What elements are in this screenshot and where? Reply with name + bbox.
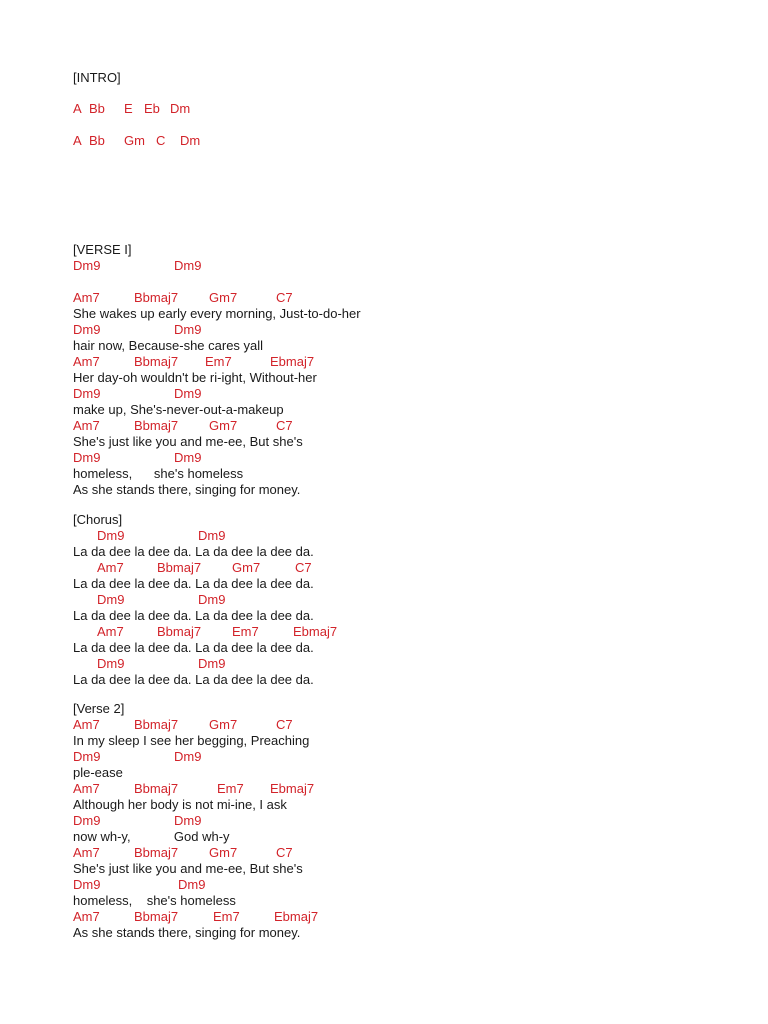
chord-symbol: Dm9 — [73, 450, 101, 465]
chord-symbol: Am7 — [73, 781, 100, 796]
chord-symbol: Em7 — [217, 781, 244, 796]
chord-symbol: Em7 — [232, 624, 259, 639]
chord-symbol: Ebmaj7 — [274, 909, 319, 924]
chord-symbol: Gm7 — [209, 290, 238, 305]
section-header: [Verse 2] — [73, 701, 125, 716]
chord-symbol: Dm9 — [97, 528, 125, 543]
chord-symbol: Am7 — [73, 909, 100, 924]
chord-symbol: C — [156, 133, 166, 148]
chord-symbol: Bb — [89, 101, 105, 116]
chord-symbol: Dm9 — [198, 592, 226, 607]
chord-symbol: Bbmaj7 — [134, 418, 179, 433]
chord-symbol: Dm9 — [97, 656, 125, 671]
chord-symbol: Dm9 — [73, 813, 101, 828]
lyric-line: La da dee la dee da. La da dee la dee da. — [73, 544, 314, 559]
chord-symbol: Dm9 — [174, 258, 202, 273]
chord-symbol: Dm9 — [73, 322, 101, 337]
chord-symbol: Dm — [170, 101, 191, 116]
chord-symbol: Am7 — [73, 717, 100, 732]
chord-symbol: C7 — [295, 560, 312, 575]
chord-symbol: Dm9 — [198, 528, 226, 543]
chord-symbol: Dm9 — [178, 877, 206, 892]
chord-symbol: Dm9 — [174, 322, 202, 337]
lyric-line: homeless, she's homeless — [73, 466, 244, 481]
chord-symbol: Am7 — [97, 624, 124, 639]
chord-symbol: A — [73, 101, 82, 116]
section-header: [Chorus] — [73, 512, 123, 527]
chord-symbol: Ebmaj7 — [293, 624, 338, 639]
chord-symbol: Bbmaj7 — [134, 717, 179, 732]
chord-symbol: Bbmaj7 — [134, 909, 179, 924]
chord-symbol: Dm9 — [174, 749, 202, 764]
chord-symbol: Em7 — [205, 354, 232, 369]
lyric-line: In my sleep I see her begging, Preaching — [73, 733, 310, 748]
chord-symbol: Bbmaj7 — [157, 624, 202, 639]
lyric-line: La da dee la dee da. La da dee la dee da. — [73, 672, 314, 687]
lyric-line: Her day-oh wouldn't be ri-ight, Without-her — [73, 370, 317, 385]
chord-symbol: Dm9 — [174, 450, 202, 465]
chord-symbol: Dm9 — [174, 813, 202, 828]
lyric-line: As she stands there, singing for money. — [73, 482, 301, 497]
chord-symbol: Dm9 — [73, 386, 101, 401]
lyric-line: make up, She's-never-out-a-makeup — [73, 402, 284, 417]
chord-symbol: Bbmaj7 — [134, 781, 179, 796]
chord-symbol: Dm9 — [73, 877, 101, 892]
lyric-line: now wh-y, God wh-y — [73, 829, 230, 844]
lyric-line: She wakes up early every morning, Just-to-do-her — [73, 306, 361, 321]
chord-symbol: E — [124, 101, 133, 116]
lyric-line: As she stands there, singing for money. — [73, 925, 301, 940]
chord-symbol: C7 — [276, 717, 293, 732]
chord-symbol: Am7 — [73, 845, 100, 860]
chord-symbol: C7 — [276, 290, 293, 305]
chord-symbol: Am7 — [73, 354, 100, 369]
chord-symbol: Am7 — [73, 290, 100, 305]
lyric-line: La da dee la dee da. La da dee la dee da. — [73, 640, 314, 655]
chord-symbol: Gm7 — [232, 560, 261, 575]
chord-symbol: Dm9 — [97, 592, 125, 607]
lyric-line: She's just like you and me-ee, But she's — [73, 861, 303, 876]
chord-symbol: Gm7 — [209, 845, 238, 860]
chord-symbol: Bbmaj7 — [134, 845, 179, 860]
chord-symbol: Dm9 — [174, 386, 202, 401]
chord-symbol: Eb — [144, 101, 160, 116]
lyric-line: La da dee la dee da. La da dee la dee da. — [73, 608, 314, 623]
chord-symbol: Bbmaj7 — [134, 290, 179, 305]
lyric-line: La da dee la dee da. La da dee la dee da. — [73, 576, 314, 591]
chord-symbol: Bbmaj7 — [134, 354, 179, 369]
chord-symbol: Dm9 — [198, 656, 226, 671]
lyric-line: Although her body is not mi-ine, I ask — [73, 797, 287, 812]
chord-symbol: Dm — [180, 133, 201, 148]
chord-symbol: C7 — [276, 845, 293, 860]
chord-symbol: Dm9 — [73, 749, 101, 764]
chord-symbol: Bbmaj7 — [157, 560, 202, 575]
chord-symbol: Gm — [124, 133, 145, 148]
section-header: [INTRO] — [73, 70, 121, 85]
chord-symbol: C7 — [276, 418, 293, 433]
chord-symbol: Ebmaj7 — [270, 781, 315, 796]
chord-symbol: Gm7 — [209, 717, 238, 732]
chord-symbol: Bb — [89, 133, 105, 148]
chord-symbol: Ebmaj7 — [270, 354, 315, 369]
lyric-line: She's just like you and me-ee, But she's — [73, 434, 303, 449]
chord-symbol: Am7 — [97, 560, 124, 575]
chord-symbol: Dm9 — [73, 258, 101, 273]
section-header: [VERSE I] — [73, 242, 132, 257]
chord-symbol: Em7 — [213, 909, 240, 924]
chord-symbol: A — [73, 133, 82, 148]
lyric-line: hair now, Because-she cares yall — [73, 338, 264, 353]
chord-symbol: Am7 — [73, 418, 100, 433]
chord-symbol: Gm7 — [209, 418, 238, 433]
lyric-line: homeless, she's homeless — [73, 893, 236, 908]
lyric-line: ple-ease — [73, 765, 123, 780]
